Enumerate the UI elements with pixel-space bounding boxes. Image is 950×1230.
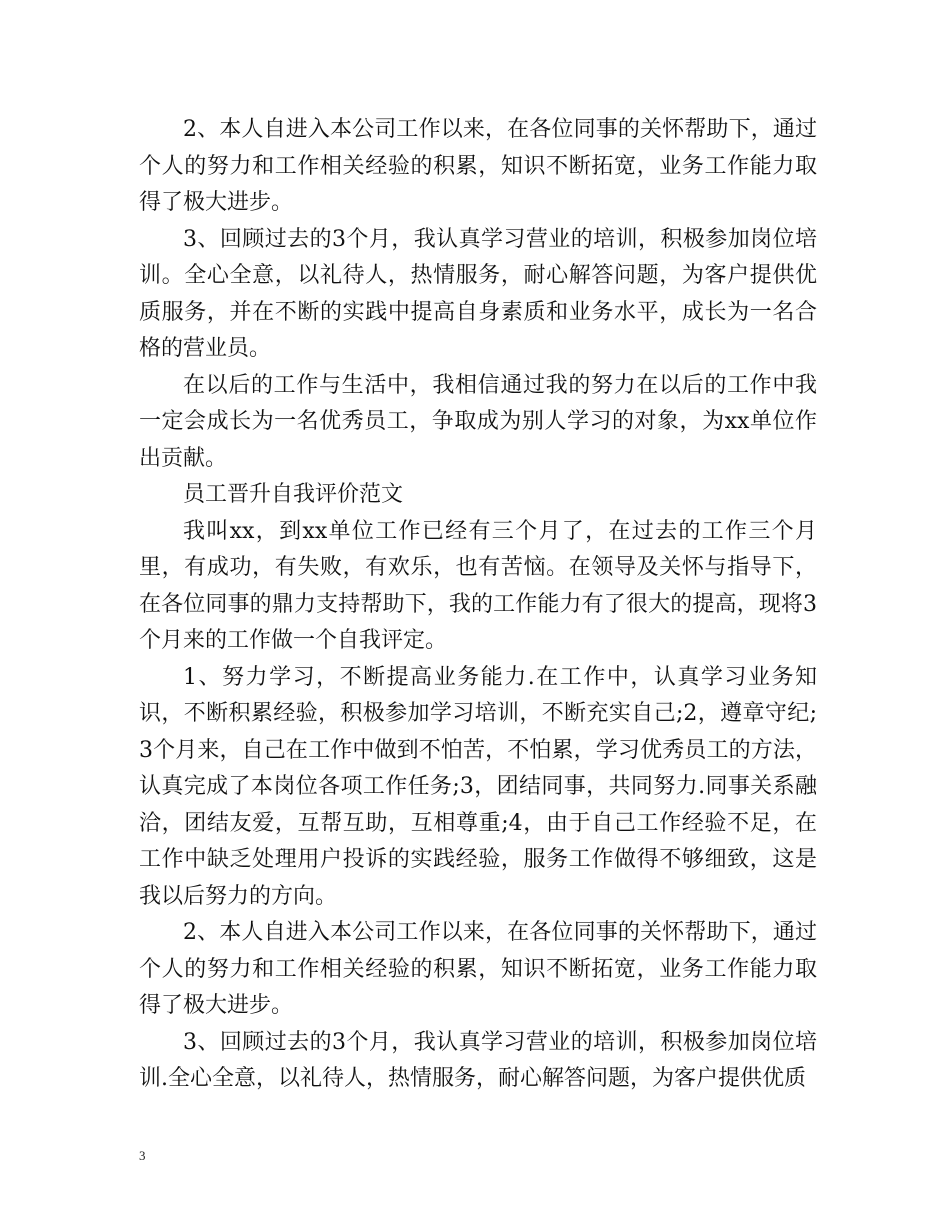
paragraph-5: 1、努力学习，不断提高业务能力.在工作中，认真学习业务知识，不断积累经验，积极参加学习培训，不断充实自己;2，遵章守纪;3个月来，自己在工作中做到不怕苦，不怕累，学习优秀员工的方法，认真完成了本岗位各项工作任务;3，团结同事，共同努力.同事关系融洽，团结友爱，互帮互助，互相尊重;4，由于自己工作经验不足，在工作中缺乏处理用户投诉的实践经验，服务工作做得不够细致，这是我以后努力的方向。 — [139, 664, 817, 909]
page-number: 3 — [139, 1148, 146, 1163]
paragraph-6: 2、本人自进入本公司工作以来，在各位同事的关怀帮助下，通过个人的努力和工作相关经验的积累，知识不断拓宽，业务工作能力取得了极大进步。 — [139, 920, 817, 1018]
paragraph-3: 在以后的工作与生活中，我相信通过我的努力在以后的工作中我一定会成长为一名优秀员工，争取成为别人学习的对象，为xx单位作出贡献。 — [139, 372, 817, 471]
paragraph-2: 3、回顾过去的3个月，我认真学习营业的培训，积极参加岗位培训。全心全意，以礼待人，热情服务，耐心解答问题，为客户提供优质服务，并在不断的实践中提高自身素质和业务水平，成长为一名合格的营业员。 — [139, 226, 817, 361]
paragraph-7: 3、回顾过去的3个月，我认真学习营业的培训，积极参加岗位培训.全心全意，以礼待人，热情服务，耐心解答问题，为客户提供优质 — [139, 1029, 817, 1091]
section-heading: 员工晋升自我评价范文 — [183, 482, 404, 507]
paragraph-1: 2、本人自进入本公司工作以来，在各位同事的关怀帮助下，通过个人的努力和工作相关经验的积累，知识不断拓宽，业务工作能力取得了极大进步。 — [139, 117, 817, 215]
paragraph-4: 我叫xx，到xx单位工作已经有三个月了，在过去的工作三个月里，有成功，有失败，有欢乐，也有苦恼。在领导及关怀与指导下，在各位同事的鼎力支持帮助下，我的工作能力有了很大的提高，现将3个月来的工作做一个自我评定。 — [139, 518, 817, 653]
document-body — [139, 112, 817, 1098]
